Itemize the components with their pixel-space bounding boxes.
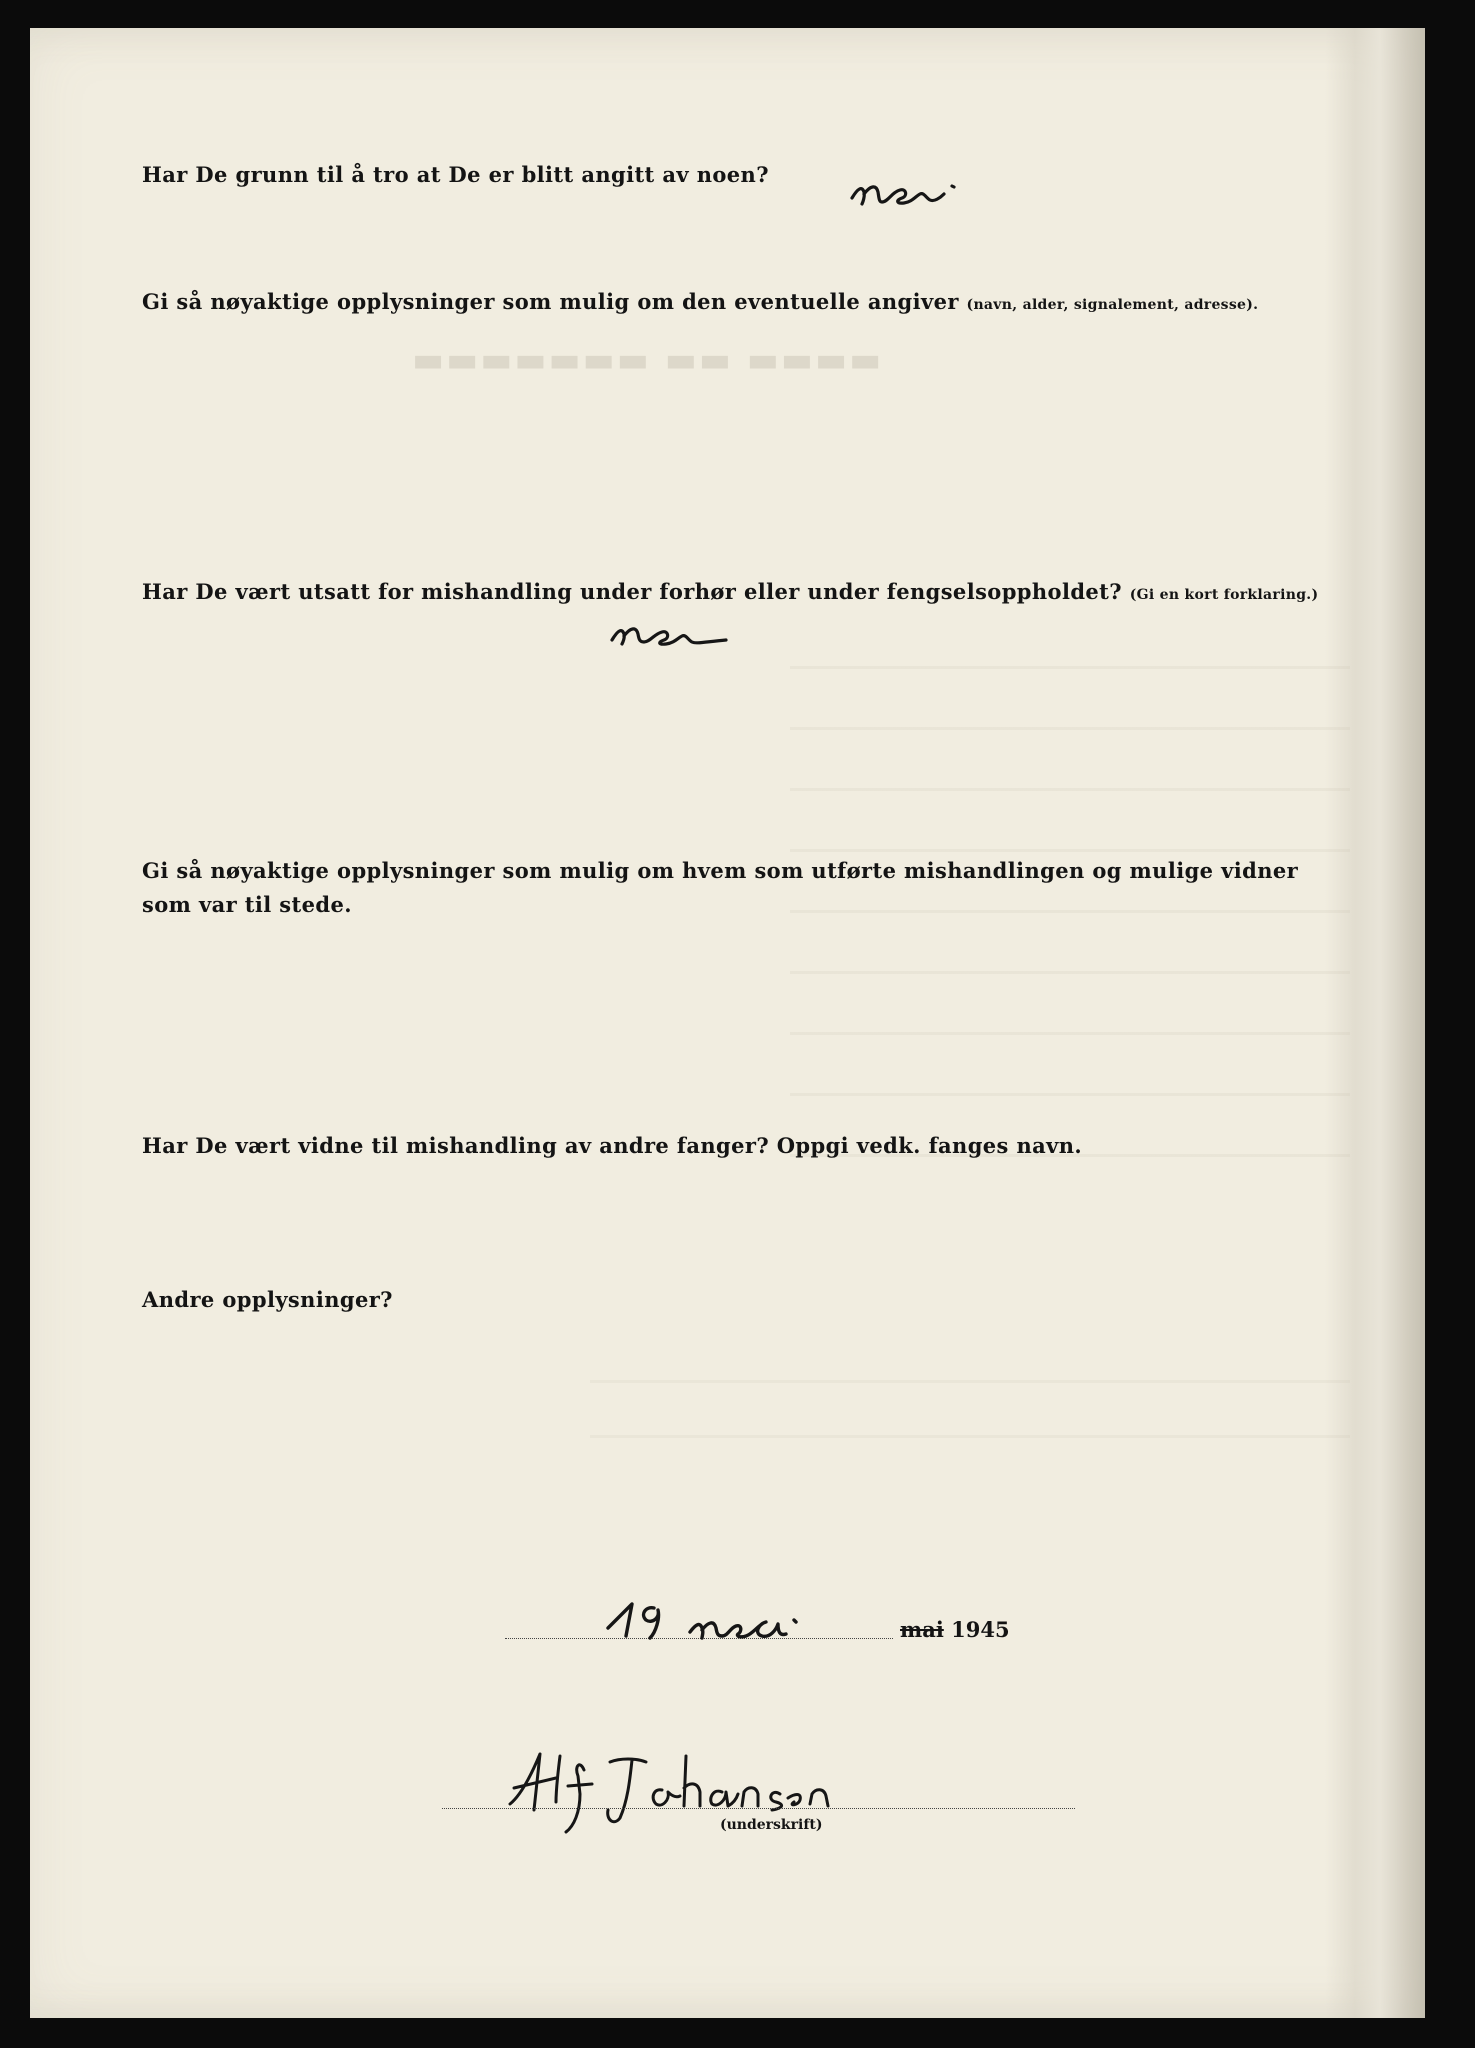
signature — [500, 1748, 880, 1838]
question-denounced: Har De grunn til å tro at De er blitt angitt av noen? — [142, 162, 769, 187]
bleed-through-lines-lower — [590, 1328, 1350, 1448]
year-printed: 1945 — [951, 1617, 1010, 1642]
question-perpetrators — [142, 854, 1298, 922]
question-witness: Har De vært vidne til mishandling av andre fanger? Oppgi vedk. fanges navn. — [142, 1133, 1083, 1158]
question-mistreatment-note: (Gi en kort forklaring.) — [1129, 587, 1319, 603]
handwritten-date — [590, 1594, 890, 1648]
date-printed — [900, 1617, 1010, 1642]
bleed-through-heading: ▬▬▬▬ ▬▬ ▬▬▬▬▬▬▬ — [410, 340, 882, 380]
document-page — [30, 28, 1425, 2018]
handwritten-answer-no-2 — [608, 612, 748, 652]
question-informer-note: (navn, alder, signalement, adresse). — [966, 297, 1259, 313]
signature-caption: (underskrift) — [720, 1817, 823, 1833]
question-informer-details — [142, 285, 1258, 322]
question-perpetrators-line1: Gi så nøyaktige opplysninger som mulig om hvem som utførte mishandlingen og mulige vidner — [142, 858, 1299, 883]
question-informer-main: Gi så nøyaktige opplysninger som mulig om den eventuelle angiver — [142, 289, 959, 314]
question-other-info: Andre opplysninger? — [142, 1287, 393, 1312]
month-printed-struck: mai — [900, 1617, 944, 1642]
question-perpetrators-line2: som var til stede. — [142, 892, 352, 917]
signature-dotted-line — [442, 1808, 1075, 1809]
question-mistreatment — [142, 575, 1318, 612]
handwritten-answer-no-1 — [848, 172, 968, 212]
question-mistreatment-main: Har De vært utsatt for mishandling under forhør eller under fengselsoppholdet? — [142, 579, 1122, 604]
